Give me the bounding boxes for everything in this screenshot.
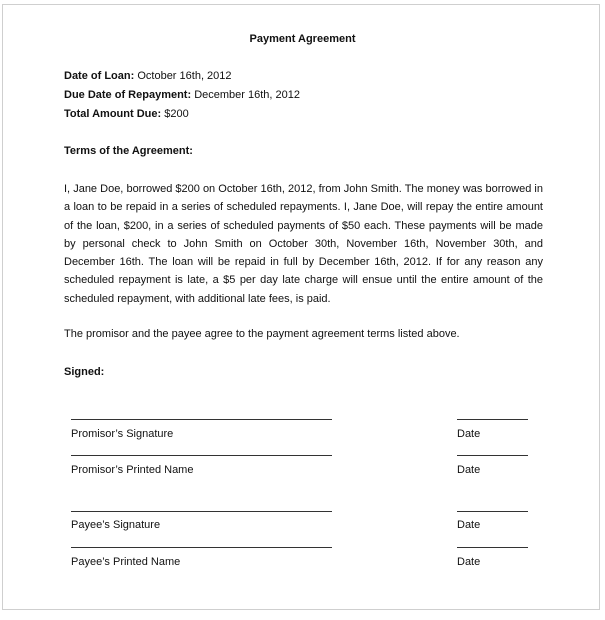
date-of-loan-label: Date of Loan: [64,70,135,82]
due-date-label: Due Date of Repayment: [64,89,192,101]
payee-signature-date-label: Date [457,519,481,531]
document-title: Payment Agreement [249,33,356,45]
promisor-signature-date-label: Date [457,428,481,440]
payee-name-label: Payee’s Printed Name [71,556,181,568]
promisor-signature-line [71,419,332,420]
promisor-signature-date-line [457,419,528,420]
promisor-name-date-line [457,455,528,456]
promisor-signature-label: Promisor’s Signature [71,428,174,440]
agreement-statement: The promisor and the payee agree to the payment agreement terms listed above. [64,328,460,340]
payee-name-date-line [457,547,528,548]
payee-signature-line [71,511,332,512]
due-date-of-repayment [64,89,300,101]
payee-name-date-label: Date [457,556,481,568]
due-date-value: December 16th, 2012 [194,89,300,101]
total-amount-value: $200 [164,108,189,120]
promisor-name-line [71,455,332,456]
promisor-name-label: Promisor’s Printed Name [71,464,194,476]
payee-signature-date-line [457,511,528,512]
total-amount-due [64,108,189,120]
date-of-loan-value: October 16th, 2012 [137,70,232,82]
signed-heading: Signed: [64,366,105,378]
payee-signature-label: Payee’s Signature [71,519,161,531]
date-of-loan [64,70,232,82]
total-amount-label: Total Amount Due: [64,108,162,120]
terms-paragraph: I, Jane Doe, borrowed $200 on October 16th, 2012, from John Smith. The money was borrowed in a loan to be repaid in a series of scheduled repayments. I, Jane Doe, will repay the entire amount of the loan, $200, in a series of scheduled payments of $50 each. These payments will be made by personal check to John Smith on October 30th, November 16th, November 30th, and December 16th. The loan will be repaid in full by December 16th, 2012. If for any reason any scheduled repayment is late, a $5 per day late charge will ensue until the entire amount of the scheduled repayment, with additional late fees, is paid. [64,183,543,305]
promisor-name-date-label: Date [457,464,481,476]
payee-name-line [71,547,332,548]
terms-heading: Terms of the Agreement: [64,145,193,157]
